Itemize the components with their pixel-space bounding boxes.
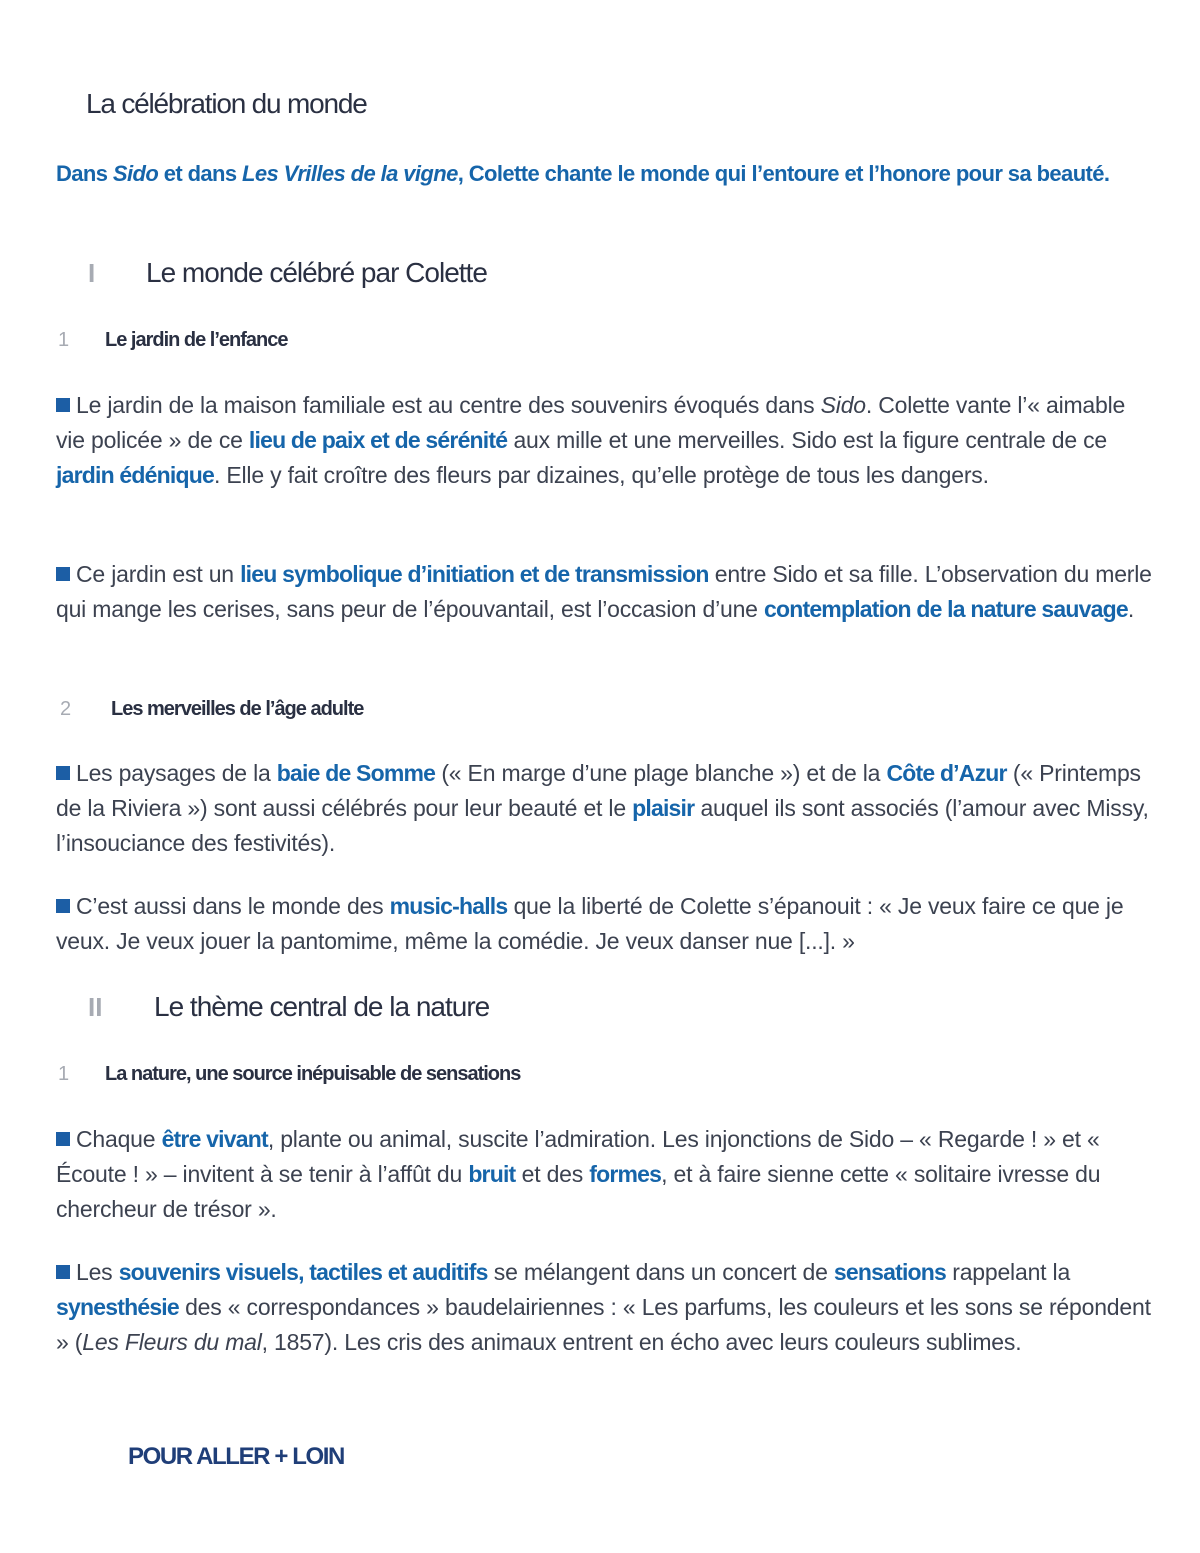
key-term: formes bbox=[589, 1161, 662, 1187]
text: se mélangent dans un concert de bbox=[487, 1259, 834, 1285]
key-term: jardin édénique bbox=[56, 462, 214, 488]
section-number: 2 bbox=[60, 698, 72, 720]
text: rappelant la bbox=[946, 1259, 1071, 1285]
text: aux mille et une merveilles. Sido est la figure centrale de ce bbox=[507, 427, 1108, 453]
part-1-section-1-heading bbox=[58, 329, 288, 352]
key-term: music-halls bbox=[389, 893, 508, 919]
text: et des bbox=[515, 1161, 590, 1187]
book-title: Les Fleurs du mal bbox=[82, 1329, 262, 1355]
text: . bbox=[1127, 596, 1135, 622]
part-2-numeral: II bbox=[88, 991, 103, 1022]
section-number: 1 bbox=[58, 1063, 70, 1085]
square-bullet-icon bbox=[56, 567, 70, 581]
text: (« En marge d’une plage blanche ») et de la bbox=[435, 760, 887, 786]
key-term: lieu de paix et de sérénité bbox=[248, 427, 508, 453]
key-term: sensations bbox=[833, 1259, 947, 1285]
text: Ce jardin est un bbox=[76, 561, 241, 587]
square-bullet-icon bbox=[56, 766, 70, 780]
key-term: Côte d’Azur bbox=[886, 760, 1007, 786]
key-term: plaisir bbox=[632, 795, 695, 821]
text: entre Sido et sa fille. L’observation du merle qui mange les cerises, sans peur de l’épouvantail, est l’occasion d’une bbox=[56, 561, 1152, 622]
intro-book-title-vrilles: Les Vrilles de la vigne bbox=[242, 161, 458, 186]
key-term: contemplation de la nature sauvage bbox=[763, 596, 1128, 622]
part-2-heading bbox=[88, 991, 489, 1023]
text: Les bbox=[76, 1259, 119, 1285]
section-title: Le jardin de l’enfance bbox=[105, 329, 288, 351]
key-term: lieu symbolique d’initiation et de transmission bbox=[240, 561, 709, 587]
text: , et à faire sienne cette « solitaire ivresse du chercheur de trésor ». bbox=[56, 1161, 1101, 1222]
paragraph-synesthesie bbox=[56, 1255, 1156, 1360]
text: Le jardin de la maison familiale est au centre des souvenirs évoqués dans bbox=[76, 392, 821, 418]
part-1-section-2-heading bbox=[60, 698, 363, 721]
text: que la liberté de Colette s’épanouit : « Je veux faire ce que je veux. Je veux jouer la pantomime, même la comédie. Je veux danser nue [...]. » bbox=[56, 893, 1124, 954]
intro-paragraph bbox=[56, 156, 1156, 191]
book-title: Sido bbox=[820, 392, 866, 418]
page-title: La célébration du monde bbox=[86, 88, 367, 119]
text: (« Printemps de la Riviera ») sont aussi célébrés pour leur beauté et le bbox=[56, 760, 1141, 821]
text: auquel ils sont associés (l’amour avec Missy, l’insouciance des festivités). bbox=[56, 795, 1149, 856]
paragraph-etre-vivant bbox=[56, 1122, 1156, 1227]
part-1-title: Le monde célébré par Colette bbox=[146, 257, 487, 288]
intro-book-title-sido: Sido bbox=[112, 161, 159, 186]
section-title: Les merveilles de l’âge adulte bbox=[111, 698, 364, 720]
intro-text: et dans bbox=[158, 161, 243, 186]
key-term: souvenirs visuels, tactiles et auditifs bbox=[118, 1259, 488, 1285]
paragraph-music-halls bbox=[56, 889, 1156, 959]
square-bullet-icon bbox=[56, 1265, 70, 1279]
paragraph-jardin-familial bbox=[56, 388, 1156, 493]
section-title: La nature, une source inépuisable de sensations bbox=[105, 1063, 521, 1085]
part-2-title: Le thème central de la nature bbox=[154, 991, 490, 1022]
key-term: bruit bbox=[468, 1161, 516, 1187]
intro-text: Dans bbox=[56, 161, 113, 186]
text: Les paysages de la bbox=[76, 760, 277, 786]
key-term: baie de Somme bbox=[276, 760, 436, 786]
intro-text: , Colette chante le monde qui l’entoure et l’honore pour sa beauté. bbox=[457, 161, 1110, 186]
part-1-numeral: I bbox=[88, 257, 96, 288]
text: . Colette vante l’« aimable vie policée » de ce bbox=[56, 392, 1126, 453]
section-number: 1 bbox=[58, 329, 70, 351]
key-term: synesthésie bbox=[56, 1294, 179, 1320]
key-term: être vivant bbox=[161, 1126, 268, 1152]
paragraph-initiation bbox=[56, 557, 1156, 627]
text: . Elle y fait croître des fleurs par dizaines, qu’elle protège de tous les dangers. bbox=[213, 462, 989, 488]
pour-aller-plus-loin-label: POUR ALLER + LOIN bbox=[128, 1443, 344, 1470]
text: Chaque bbox=[76, 1126, 162, 1152]
part-2-section-1-heading bbox=[58, 1063, 520, 1086]
part-1-heading bbox=[88, 257, 487, 289]
text: C’est aussi dans le monde des bbox=[76, 893, 390, 919]
square-bullet-icon bbox=[56, 899, 70, 913]
text: des « correspondances » baudelairiennes : « Les parfums, les couleurs et les sons se répondent » ( bbox=[56, 1294, 1151, 1355]
paragraph-paysages bbox=[56, 756, 1156, 861]
square-bullet-icon bbox=[56, 398, 70, 412]
text: , 1857). Les cris des animaux entrent en écho avec leurs couleurs sublimes. bbox=[261, 1329, 1022, 1355]
text: , plante ou animal, suscite l’admiration. Les injonctions de Sido – « Regarde ! » et « Écoute ! » – invitent à se tenir à l’affût du bbox=[56, 1126, 1100, 1187]
square-bullet-icon bbox=[56, 1132, 70, 1146]
